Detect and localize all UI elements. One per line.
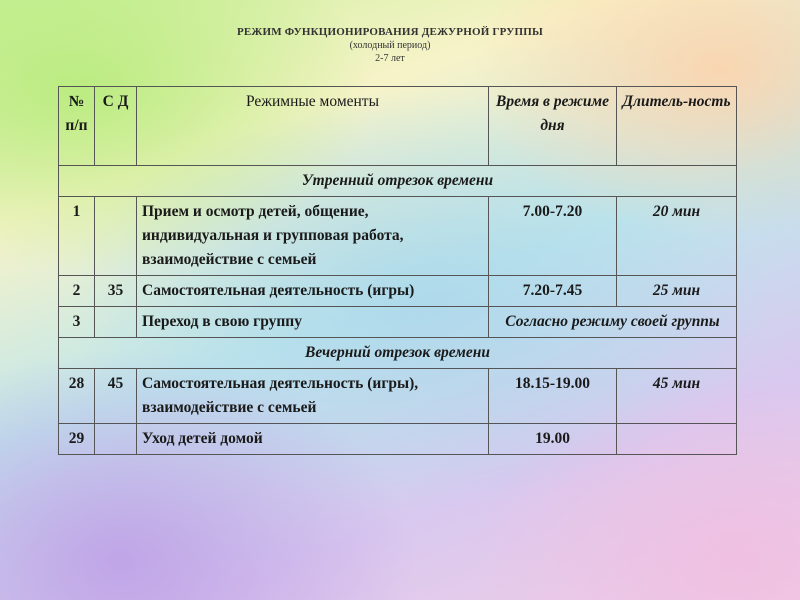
row-time: 18.15-19.00	[489, 369, 617, 424]
col-header-moments: Режимные моменты	[137, 87, 489, 166]
row-time: 7.00-7.20	[489, 197, 617, 276]
row-time: 19.00	[489, 424, 617, 455]
section-label-morning: Утренний отрезок времени	[59, 166, 737, 197]
period-subtitle: (холодный период)	[349, 40, 431, 51]
row-sd: 45	[95, 369, 137, 424]
row-activity: Уход детей домой	[137, 424, 489, 455]
table-row	[59, 424, 737, 455]
row-num: 3	[59, 307, 95, 338]
row-activity: Переход в свою группу	[137, 307, 489, 338]
section-row-morning	[59, 166, 737, 197]
row-activity: Самостоятельная деятельность (игры), взаимодействие с семьей	[137, 369, 489, 424]
table-row	[59, 369, 737, 424]
table-row	[59, 307, 737, 338]
section-label-evening: Вечерний отрезок времени	[59, 338, 737, 369]
row-sd: 35	[95, 276, 137, 307]
row-num: 28	[59, 369, 95, 424]
row-sd	[95, 197, 137, 276]
row-activity: Самостоятельная деятельность (игры)	[137, 276, 489, 307]
page-title: РЕЖИМ ФУНКЦИОНИРОВАНИЯ ДЕЖУРНОЙ ГРУППЫ	[236, 26, 544, 38]
table-header-row	[59, 87, 737, 166]
row-duration	[617, 424, 737, 455]
schedule-table	[58, 86, 737, 455]
section-row-evening	[59, 338, 737, 369]
row-activity: Прием и осмотр детей, общение, индивидуальная и групповая работа, взаимодействие с семьей	[137, 197, 489, 276]
col-header-num: № п/п	[59, 87, 95, 166]
table-row	[59, 276, 737, 307]
col-header-duration: Длитель-ность	[617, 87, 737, 166]
age-range: 2-7 лет	[375, 53, 405, 64]
row-num: 29	[59, 424, 95, 455]
row-sd	[95, 424, 137, 455]
row-duration: 20 мин	[617, 197, 737, 276]
col-header-time: Время в режиме дня	[489, 87, 617, 166]
row-time: 7.20-7.45	[489, 276, 617, 307]
row-sd	[95, 307, 137, 338]
col-header-sd: С Д	[95, 87, 137, 166]
row-time-merged: Согласно режиму своей группы	[489, 307, 737, 338]
row-duration: 45 мин	[617, 369, 737, 424]
row-num: 2	[59, 276, 95, 307]
row-duration: 25 мин	[617, 276, 737, 307]
row-num: 1	[59, 197, 95, 276]
table-row	[59, 197, 737, 276]
page-header	[200, 26, 580, 64]
